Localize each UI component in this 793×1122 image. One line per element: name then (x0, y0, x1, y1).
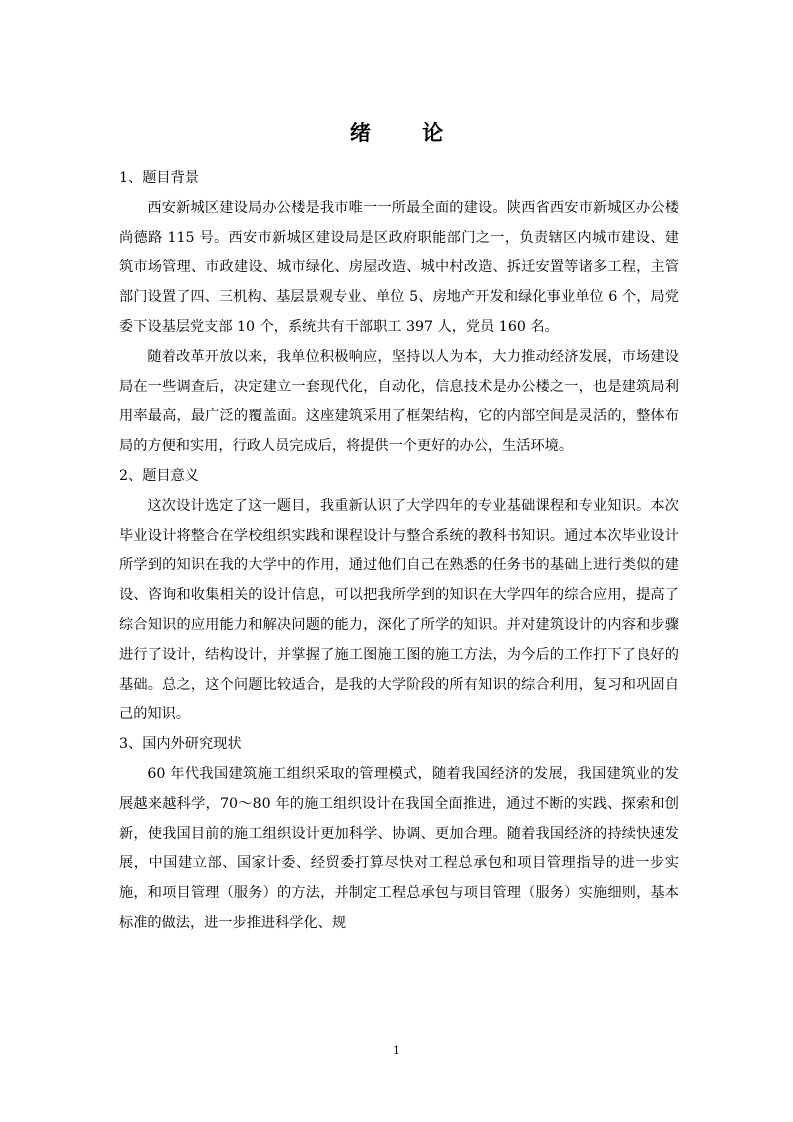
section-significance (119, 462, 679, 730)
page-title: 绪 论 (349, 120, 466, 145)
paragraph: 随着改革开放以来，我单位积极响应，坚持以人为本，大力推动经济发展，市场建设局在一些调查后，决定建立一套现代化，自动化，信息技术是办公楼之一，也是建筑局利用率最高，最广泛的覆盖面。这座建筑采用了框架结构，它的内部空间是灵活的，整体布局的方便和实用，行政人员完成后，将提供一个更好的办公，生活环境。 (119, 348, 679, 455)
paragraph: 西安新城区建设局办公楼是我市唯一一所最全面的建设。陕西省西安市新城区办公楼尚德路 115 号。西安市新城区建设局是区政府职能部门之一，负责辖区内城市建设、建筑市场管理、市政建设、城市绿化、房屋改造、城中村改造、拆迁安置等诸多工程，主管部门设置了四、三机构、基层景观专业、单位 5、房地产开发和绿化事业单位 6 个，局党委下设基层党支部 10 个，系统共有干部职工 397 人，党员 160 名。 (119, 199, 679, 335)
paragraph: 60 年代我国建筑施工组织采取的管理模式，随着我国经济的发展，我国建筑业的发展越来越科学，70～80 年的施工组织设计在我国全面推进，通过不断的实践、探索和创新，使我国目前的施工组织设计更加科学、协调、更加合理。随着我国经济的持续快速发展，中国建立部、国家计委、经贸委打算尽快对工程总承包和项目管理指导的进一步实施，和项目管理（服务）的方法，并制定工程总承包与项目管理（服务）实施细则，基本标准的做法，进一步推进科学化、规 (119, 765, 679, 931)
section-heading: 2、题目意义 (119, 467, 199, 484)
section-heading: 1、题目背景 (119, 170, 199, 186)
section-heading: 3、国内外研究现状 (119, 736, 242, 753)
document-body (119, 164, 679, 939)
paragraph: 这次设计选定了这一题目，我重新认识了大学四年的专业基础课程和专业知识。本次毕业设计将整合在学校组织实践和课程设计与整合系统的教科书知识。通过本次毕业设计所学到的知识在我的大学中的作用，通过他们自己在熟悉的任务书的基础上进行类似的建设、咨询和收集相关的设计信息，可以把我所学到的知识在大学四年的综合应用，提高了综合知识的应用能力和解决问题的能力，深化了所学的知识。并对建筑设计的内容和步骤进行了设计，结构设计，并掌握了施工图施工图的施工方法，为今后的工作打下了良好的基础。总之，这个问题比较适合，是我的大学阶段的所有知识的综合利用，复习和巩固自己的知识。 (119, 497, 679, 723)
section-research-status (119, 730, 679, 939)
section-background (119, 164, 679, 462)
page-number: 1 (393, 1044, 400, 1057)
